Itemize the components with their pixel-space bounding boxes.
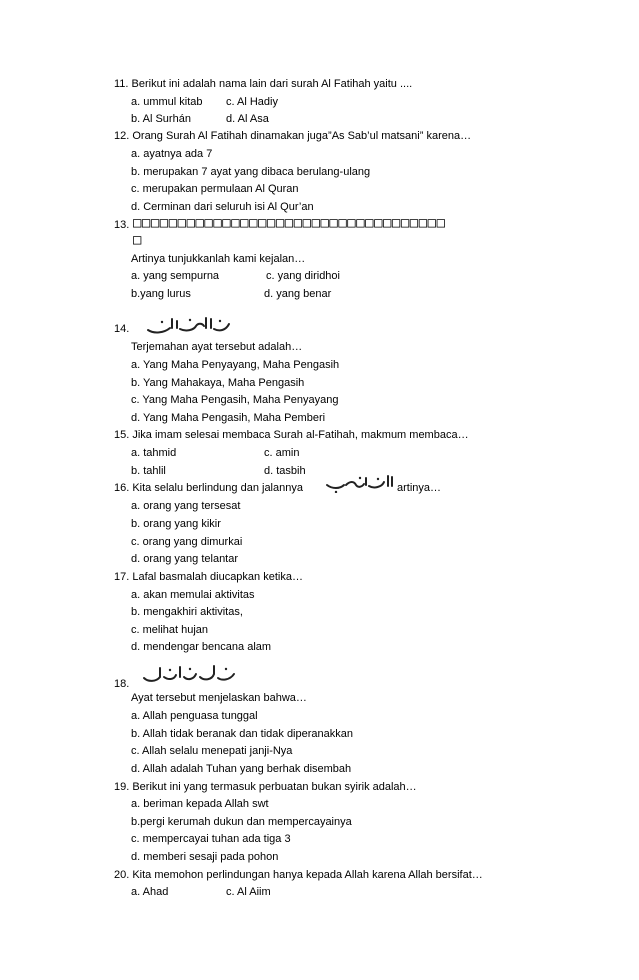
option-16d: d. orang yang telantar xyxy=(131,553,239,565)
option-14b: b. Yang Mahakaya, Maha Pengasih xyxy=(131,377,305,389)
option-13b: b.yang lurus xyxy=(131,288,191,300)
option-15b: b. tahlil xyxy=(131,465,166,477)
option-15c: c. amin xyxy=(264,447,300,459)
option-14c: c. Yang Maha Pengasih, Maha Penyayang xyxy=(131,394,339,406)
option-17b: b. mengakhiri aktivitas, xyxy=(131,606,243,618)
missing-glyphs-line-1: □□□□□□□□□□□□□□□□□□□□□□□□□□□□□□□□□□□ xyxy=(133,215,446,231)
option-18d: d. Allah adalah Tuhan yang berhak disembah xyxy=(131,763,352,775)
option-18b: b. Allah tidak beranak dan tidak diperanakkan xyxy=(131,728,353,740)
missing-glyphs-line-2: □ xyxy=(133,232,142,248)
option-12b: b. merupakan 7 ayat yang dibaca berulang-ulang xyxy=(131,166,371,178)
question-19: 19. Berikut ini yang termasuk perbuatan bukan syirik adalah… xyxy=(114,781,417,793)
question-13-meaning: Artinya tunjukkanlah kami kejalan… xyxy=(131,253,306,265)
option-19d: d. memberi sesaji pada pohon xyxy=(131,851,279,863)
option-17a: a. akan memulai aktivitas xyxy=(131,589,255,601)
arabic-calligraphy-image xyxy=(144,314,232,336)
option-15d: d. tasbih xyxy=(264,465,306,477)
option-14d: d. Yang Maha Pengasih, Maha Pemberi xyxy=(131,412,326,424)
question-16-suffix: artinya… xyxy=(397,482,442,494)
question-16: 16. Kita selalu berlindung dan jalannya xyxy=(114,482,303,494)
question-14-number: 14. xyxy=(114,323,130,335)
option-19a: a. beriman kepada Allah swt xyxy=(131,798,269,810)
option-20a: a. Ahad xyxy=(131,886,169,898)
option-16a: a. orang yang tersesat xyxy=(131,500,241,512)
question-18-meaning: Ayat tersebut menjelaskan bahwa… xyxy=(131,692,307,704)
option-12a: a. ayatnya ada 7 xyxy=(131,148,213,160)
option-19c: c. mempercayai tuhan ada tiga 3 xyxy=(131,833,291,845)
option-18c: c. Allah selalu menepati janji-Nya xyxy=(131,745,293,757)
question-17: 17. Lafal basmalah diucapkan ketika… xyxy=(114,571,303,583)
option-17c: c. melihat hujan xyxy=(131,624,209,636)
option-18a: a. Allah penguasa tunggal xyxy=(131,710,258,722)
question-20: 20. Kita memohon perlindungan hanya kepada Allah karena Allah bersifat… xyxy=(114,869,483,881)
option-13c: c. yang diridhoi xyxy=(266,270,340,282)
question-15: 15. Jika imam selesai membaca Surah al-Fatihah, makmum membaca… xyxy=(114,429,469,441)
option-11c: c. Al Hadiy xyxy=(226,96,278,108)
question-14-meaning: Terjemahan ayat tersebut adalah… xyxy=(131,341,303,353)
option-11d: d. Al Asa xyxy=(226,113,269,125)
question-11: 11. Berikut ini adalah nama lain dari surah Al Fatihah yaitu .... xyxy=(114,78,413,90)
option-14a: a. Yang Maha Penyayang, Maha Pengasih xyxy=(131,359,340,371)
arabic-calligraphy-image xyxy=(140,662,240,686)
option-12d: d. Cerminan dari seluruh isi Al Qur’an xyxy=(131,201,314,213)
arabic-calligraphy-image xyxy=(324,473,396,493)
option-16c: c. orang yang dimurkai xyxy=(131,536,243,548)
option-17d: d. mendengar bencana alam xyxy=(131,641,272,653)
option-11b: b. Al Surhán xyxy=(131,113,191,125)
option-11a: a. ummul kitab xyxy=(131,96,203,108)
option-19b: b.pergi kerumah dukun dan mempercayainya xyxy=(131,816,352,828)
question-13-number: 13. xyxy=(114,219,130,231)
option-13a: a. yang sempurna xyxy=(131,270,220,282)
option-12c: c. merupakan permulaan Al Quran xyxy=(131,183,299,195)
question-12: 12. Orang Surah Al Fatihah dinamakan juga”As Sab’ul matsani” karena… xyxy=(114,130,472,142)
question-18-number: 18. xyxy=(114,678,130,690)
option-16b: b. orang yang kikir xyxy=(131,518,221,530)
option-20c: c. Al Aiim xyxy=(226,886,271,898)
option-13d: d. yang benar xyxy=(264,288,332,300)
option-15a: a. tahmid xyxy=(131,447,177,459)
